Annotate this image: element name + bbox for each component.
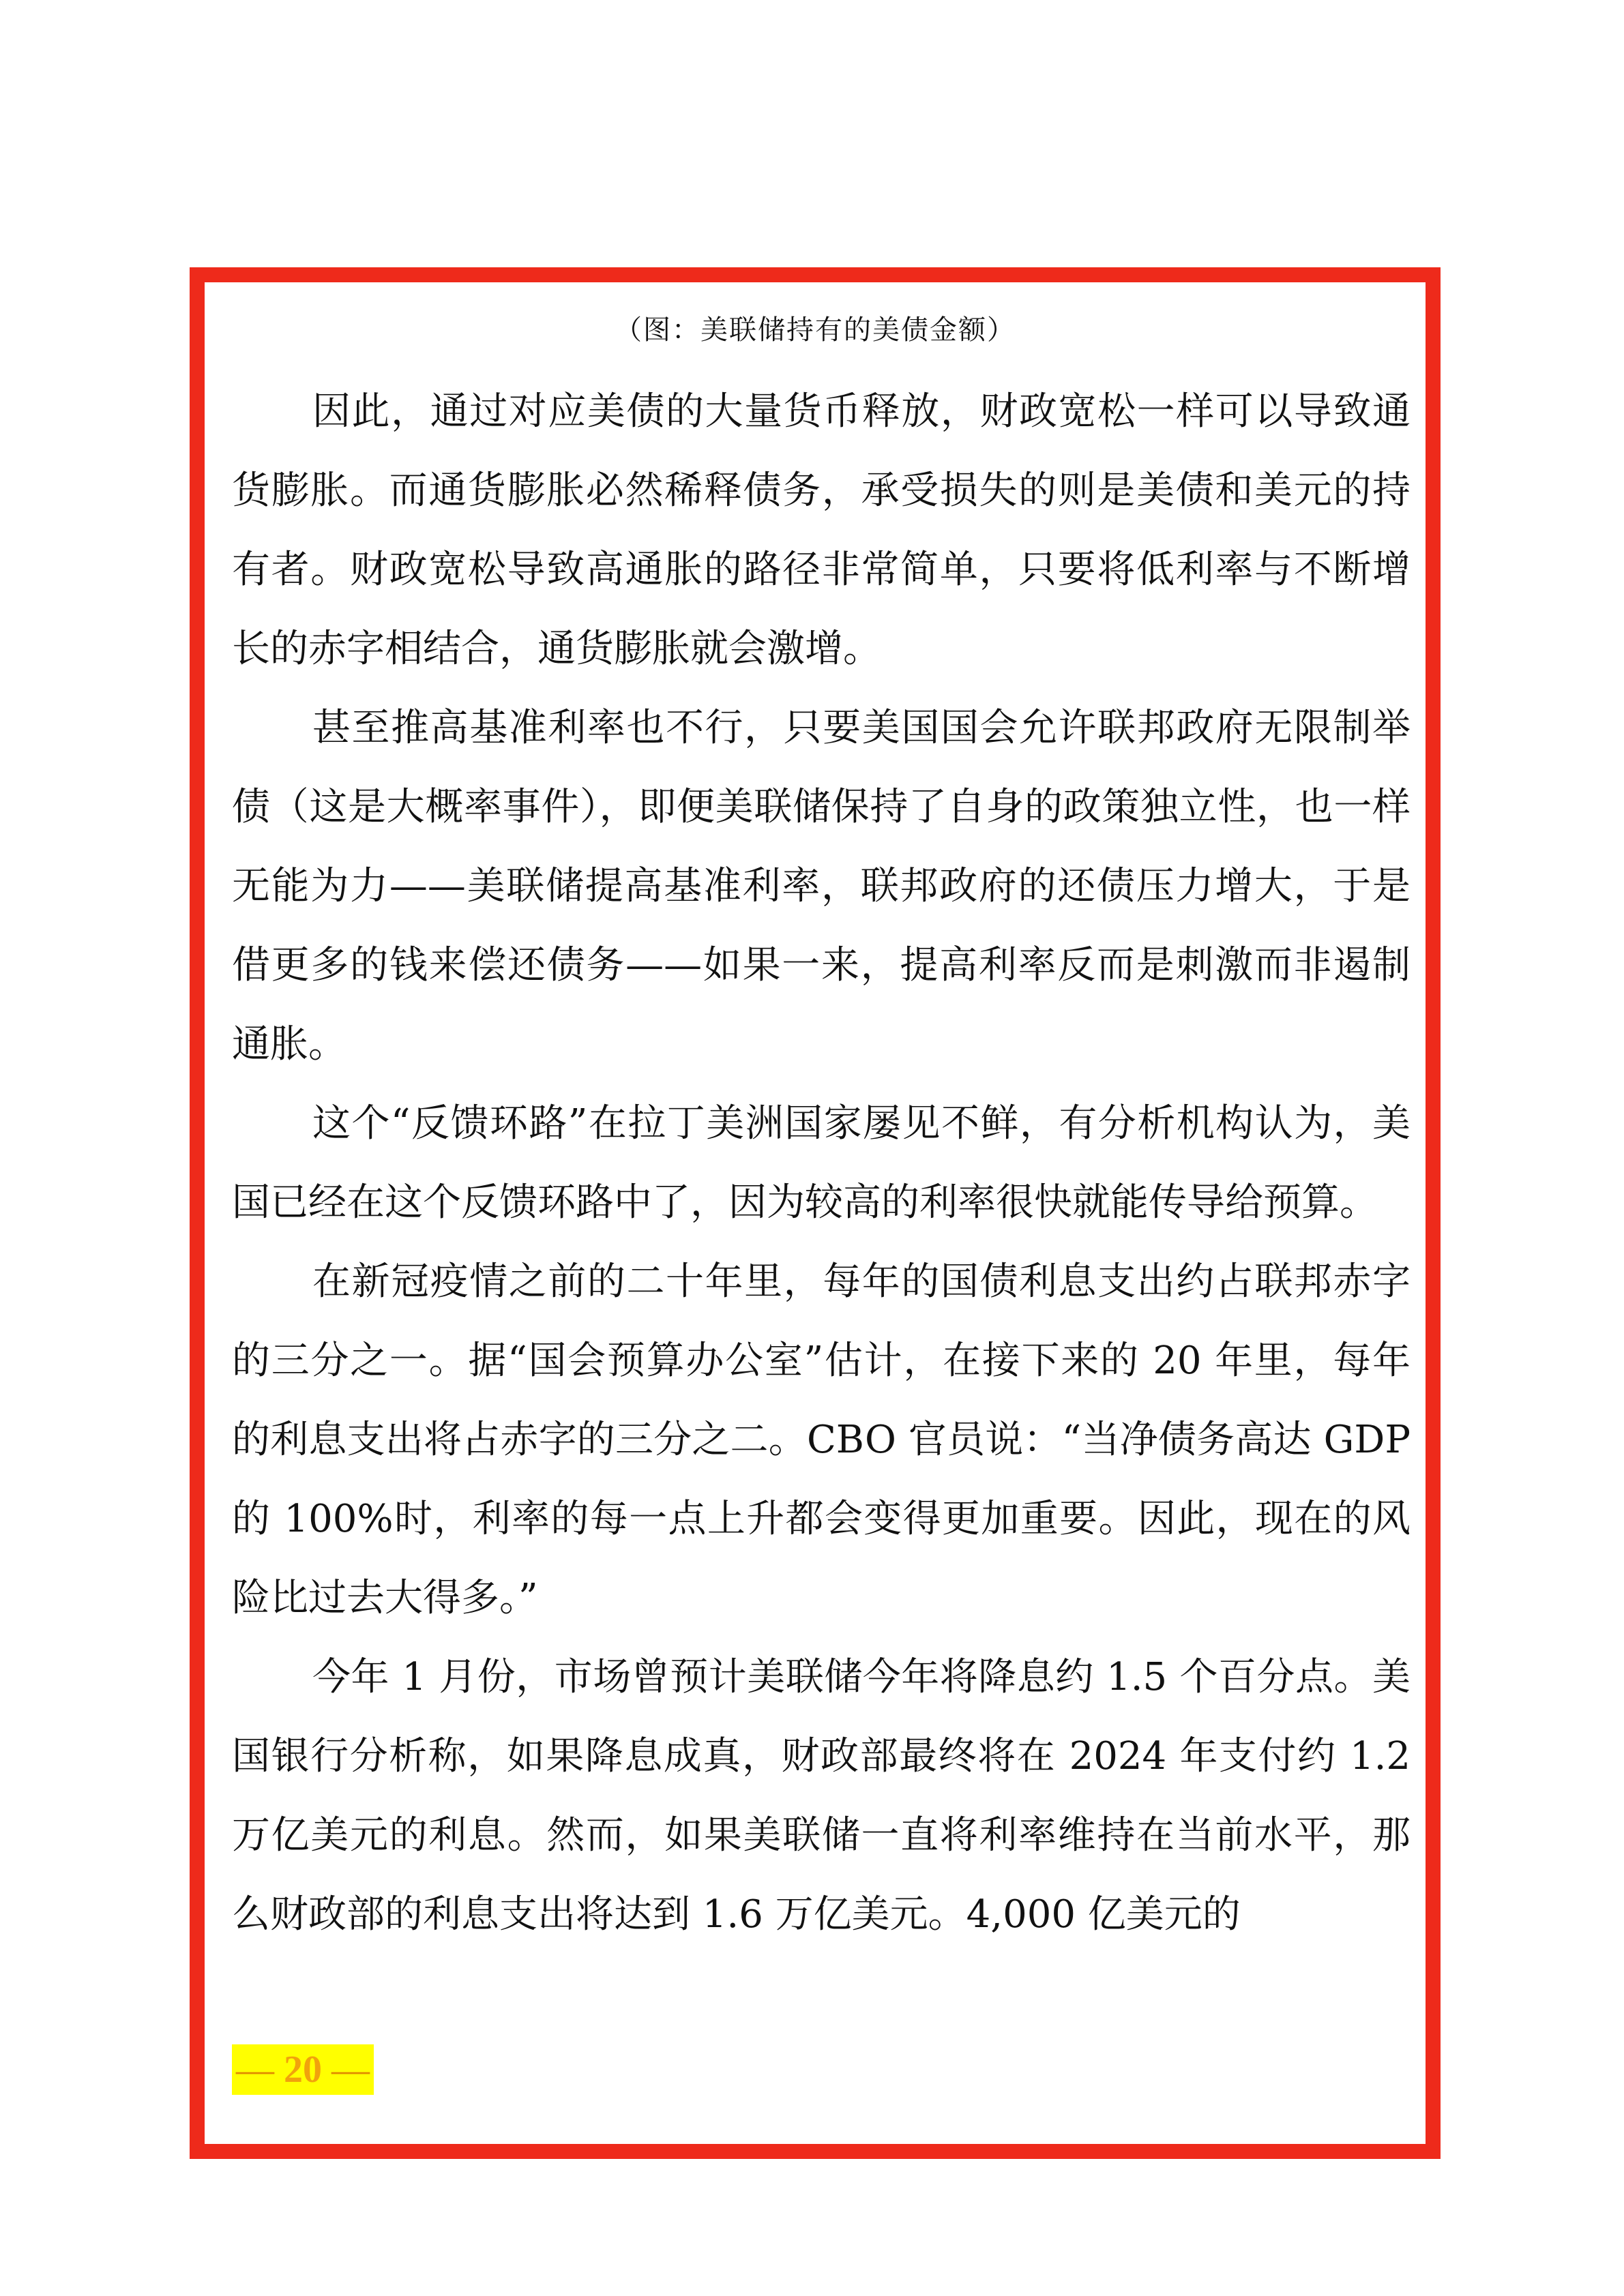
page-number-value: 20 [284,2048,322,2091]
page-number [232,2044,374,2095]
page-number-dash-right: — [331,2048,370,2091]
paragraph-2: 甚至推高基准利率也不行，只要美国国会允许联邦政府无限制举债（这是大概率事件），即便美联储保持了自身的政策独立性，也一样无能为力——美联储提高基准利率，联邦政府的还债压力增大，于是借更多的钱来偿还债务——如果一来，提高利率反而是刺激而非遏制通胀。 [232,706,1411,1067]
paragraph-4: 在新冠疫情之前的二十年里，每年的国债利息支出约占联邦赤字的三分之一。据“国会预算办公室”估计，在接下来的 20 年里，每年的利息支出将占赤字的三分之二。CBO 官员说：“当净债务高达 GDP 的 100%时，利率的每一点上升都会变得更加重要。因此，现在的风险比过去大得多。” [232,1259,1411,1620]
page-frame [190,267,1441,2159]
paragraph-1: 因此，通过对应美债的大量货币释放，财政宽松一样可以导致通货膨胀。而通货膨胀必然稀释债务，承受损失的则是美债和美元的持有者。财政宽松导致高通胀的路径非常简单，只要将低利率与不断增长的赤字相结合，通货膨胀就会激增。 [232,389,1411,671]
page-number-dash-left: — [236,2048,274,2091]
paragraph-3: 这个“反馈环路”在拉丁美洲国家屡见不鲜，有分析机构认为，美国已经在这个反馈环路中了，因为较高的利率很快就能传导给预算。 [232,1101,1411,1225]
body-text [232,372,1411,1954]
figure-caption: （图：美联储持有的美债金额） [615,314,1016,346]
paragraph-5: 今年 1 月份，市场曾预计美联储今年将降息约 1.5 个百分点。美国银行分析称，如果降息成真，财政部最终将在 2024 年支付约 1.2 万亿美元的利息。然而，如果美联储一直将利率维持在当前水平，那么财政部的利息支出将达到 1.6 万亿美元。4,000 亿美元的 [232,1655,1411,1937]
